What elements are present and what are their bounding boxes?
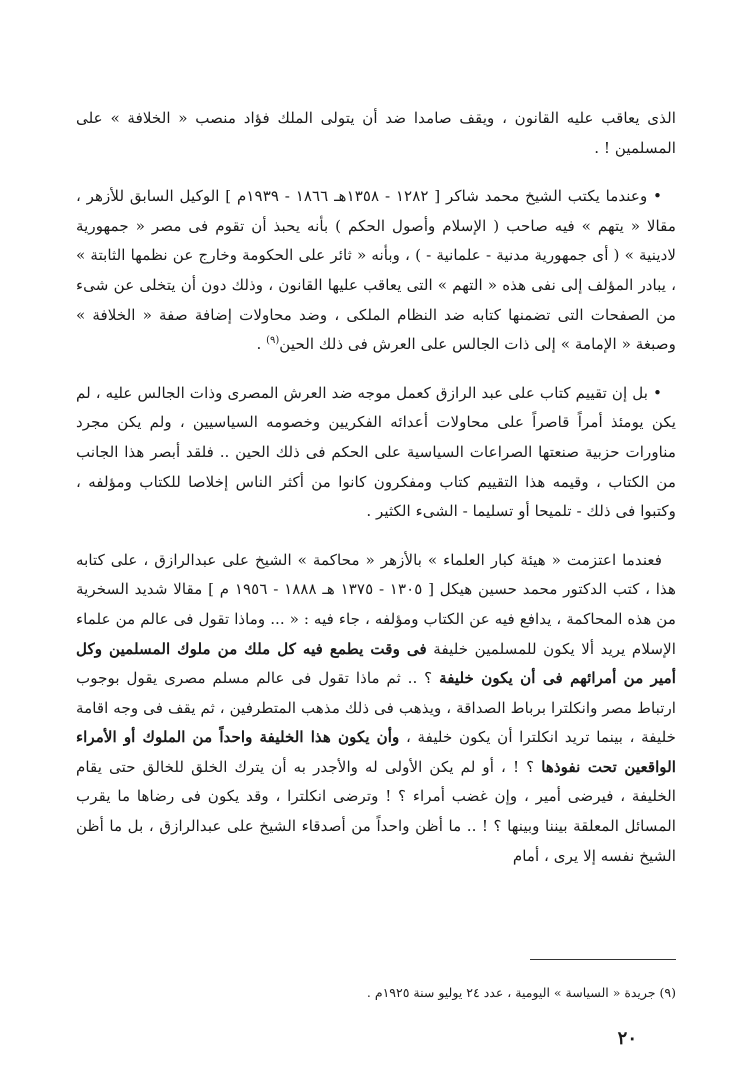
footnote-reference-9[interactable]: (٩) [266,335,280,347]
paragraph-4-bold-2: وأن يكون هذا الخليفة واحداً من الملوك أو الأمراء الواقعين تحت نفوذها [76,728,676,776]
paragraph-2 [76,182,676,360]
footnote-9: (٩) جريدة « السياسة » اليومية ، عدد ٢٤ يوليو سنة ١٩٢٥م . [366,985,676,1000]
paragraph-3: • بل إن تقييم كتاب على عبد الرازق كعمل موجه ضد العرش المصرى وذات الجالس عليه ، لم يكن يومئذ أمراً قاصراً على محاولات أعدائه الفكريين وخصومه السياسيين ، ولم يكن مجرد مناورات حزبية صنعتها الصراعات السياسية على الحكم فى ذلك الحين .. فلقد أبصر هذا الجانب من الكتاب ، وقيمه هذا التقييم كتاب ومفكرون كانوا من أكثر الناس إخلاصا للكتاب ومؤلفه ، وكتبوا فى ذلك - تلميحا أو تسليما - الشىء الكثير . [76,383,676,521]
page-number: ٢٠ [617,1028,637,1049]
paragraph-1: الذى يعاقب عليه القانون ، ويقف صامدا ضد أن يتولى الملك فؤاد منصب « الخلافة » على المسلمين ! . [76,109,676,157]
paragraph-4-part-1: فعندما اعتزمت « هيئة كبار العلماء » بالأزهر « محاكمة » الشيخ على عبدالرازق ، على كتابه هذا ، كتب الدكتور محمد حسين هيكل [ ١٣٠٥ - ١٣٧٥ هـ ١٨٨٨ - ١٩٥٦ م ] مقالا شديد السخرية من هذه المحاكمة ، يدافع فيه عن الكتاب ومؤلفه ، جاء فيه : « ... وماذا تقول فى عالم من علماء الإسلام يريد ألا يكون للمسلمين خليفة [76,550,676,658]
paragraph-2-text: • وعندما يكتب الشيخ محمد شاكر [ ١٢٨٢ - ١٣٥٨هـ ١٨٦٦ - ١٩٣٩م ] الوكيل السابق للأزهر ، مقالا « يتهم » فيه صاحب ( الإسلام وأصول الحكم ) بأنه يحبذ أن تقوم فى مصر « جمهورية لادينية » ( أى جمهورية مدنية - علمانية - ) ، وبأنه « ثائر على الحكومة وخارج عن نظمها الثابتة » ، يبادر المؤلف إلى نفى هذه « التهم » التى يعاقب عليها القانون ، وذلك دون أن يتخلى عن شىء من الصفحات التى تضمنها كتابه ضد النظام الملكى ، وضد محاولات إضافة صفة « الخلافة » وصبغة « الإمامة » إلى ذات الجالس على العرش فى ذلك الحين [76,187,676,354]
footnote-separator [530,959,676,960]
paragraph-4-bold-1: فى وقت يطمع فيه كل ملك من ملوك المسلمين وكل أمير من أمرائهم فى أن يكون خليفة [76,639,676,688]
paragraph-4-part-3: ؟ ! ، أو لم يكن الأولى له والأجدر به أن يترك الخلق للخالق حتى يقام الخليفة ، فيرضى أمير ، وإن غضب أمراء ؟ ! وترضى انكلترا ، وقد يكون فى رضاها ما يقرب المسائل المعلقة بيننا وبينها ؟ ! .. ما أظن واحداً من أصدقاء الشيخ على عبدالرازق ، بل ما أظن الشيخ نفسه إلا يرى ، أمام [76,757,676,865]
main-text [76,104,676,871]
paragraph-4-part-2: ؟ .. ثم ماذا تقول فى عالم مسلم مصرى يقول بوجوب ارتباط مصر وانكلترا برباط الصداقة ، ويذهب فى ذلك مذهب المتطرفين ، ثم يقف فى وجه اقامة خليفة ، بينما تريد انكلترا أن يكون خليفة ، [76,669,676,747]
paragraph-4 [76,546,676,872]
paragraph-2-end: . [256,335,267,354]
